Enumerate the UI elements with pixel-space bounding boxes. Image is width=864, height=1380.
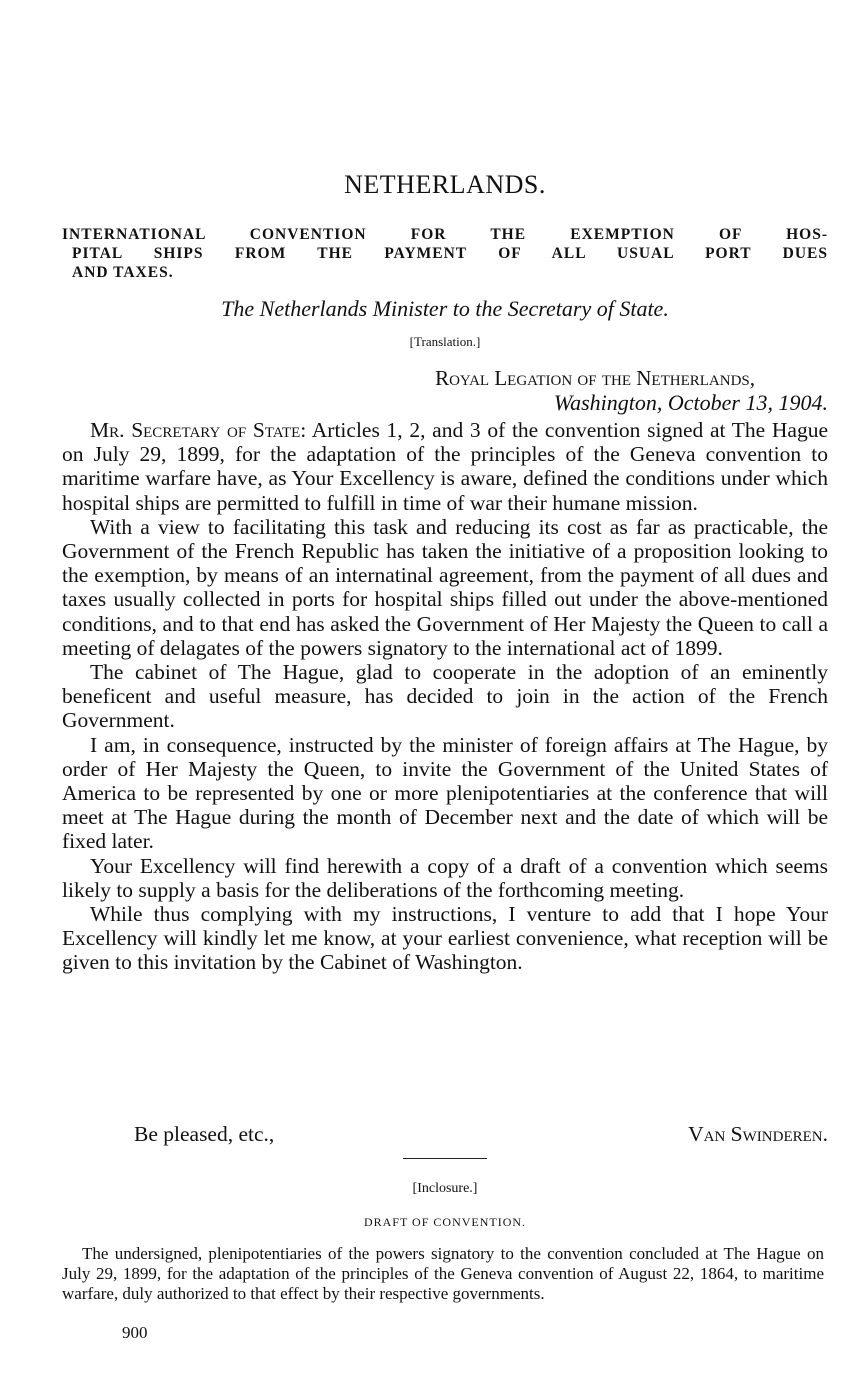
- divider: [403, 1158, 487, 1159]
- closing-line: [134, 1122, 828, 1147]
- salutation: Mr. Secretary of State:: [90, 418, 307, 442]
- translation-note: [Translation.]: [409, 334, 481, 349]
- paragraph: The cabinet of The Hague, glad to cooperate in the adoption of an eminently beneficent and useful measure, has decided to join in the action of the French Government.: [62, 660, 828, 733]
- legation-line: Royal Legation of the Netherlands,: [435, 366, 755, 390]
- draft-heading: DRAFT OF CONVENTION.: [363, 1215, 527, 1229]
- paragraph-text: Articles 1, 2, and 3 of the convention signed at The Hague on July 29, 1899, for the adaptation of the principles of the Geneva convention to maritime warfare have, as Your Excellency is aware, defined the conditions under which hospital ships are permitted to fulfill in time of war their humane mission.: [62, 418, 829, 515]
- page-title: NETHERLANDS.: [344, 170, 546, 199]
- heading-line: AND TAXES.: [72, 264, 174, 281]
- paragraph: [62, 418, 828, 515]
- paragraph: I am, in consequence, instructed by the minister of foreign affairs at The Hague, by order of Her Majesty the Queen, to invite the Government of the United States of America to be represented by one or more plenipotentiaries at the conference that will meet at The Hague during the month of December next and the date of which will be fixed later.: [62, 732, 828, 854]
- letter-body: [62, 418, 828, 975]
- page-number: 900: [122, 1323, 148, 1342]
- heading-line: PITAL SHIPS FROM THE PAYMENT OF ALL USUAL PORT DUES: [72, 245, 828, 262]
- signature: Van Swinderen.: [688, 1122, 828, 1146]
- dateline: Washington, October 13, 1904.: [553, 390, 828, 415]
- paragraph: The undersigned, plenipotentiaries of the powers signatory to the convention concluded at The Hague on July 29, 1899, for the adaptation of the principles of the Geneva convention of August 22, 1864, to maritime warfare, duly authorized to that effect by their respective governments.: [62, 1244, 824, 1303]
- paragraph: With a view to facilitating this task and reducing its cost as far as practicable, the Government of the French Republic has taken the initiative of a proposition looking to the exemption, by means of an internatinal agreement, from the payment of all dues and taxes usually collected in ports for hospital ships filled out under the above-mentioned conditions, and to that end has asked the Government of Her Majesty the Queen to call a meeting of delagates of the powers signatory to the international act of 1899.: [62, 514, 828, 660]
- letter-subtitle: The Netherlands Minister to the Secretary of State.: [221, 296, 669, 321]
- inclosure-note: [Inclosure.]: [412, 1181, 478, 1196]
- closing-text: Be pleased, etc.,: [134, 1122, 275, 1146]
- paragraph: While thus complying with my instructions, I venture to add that I hope Your Excellency will kindly let me know, at your earliest convenience, what reception will be given to this invitation by the Cabinet of Washington.: [62, 902, 828, 975]
- heading-line: INTERNATIONAL CONVENTION FOR THE EXEMPTION OF HOS-: [62, 226, 828, 243]
- draft-body: [62, 1244, 824, 1304]
- paragraph: Your Excellency will find herewith a copy of a draft of a convention which seems likely to supply a basis for the deliberations of the forthcoming meeting.: [62, 853, 828, 902]
- convention-heading: [62, 225, 828, 282]
